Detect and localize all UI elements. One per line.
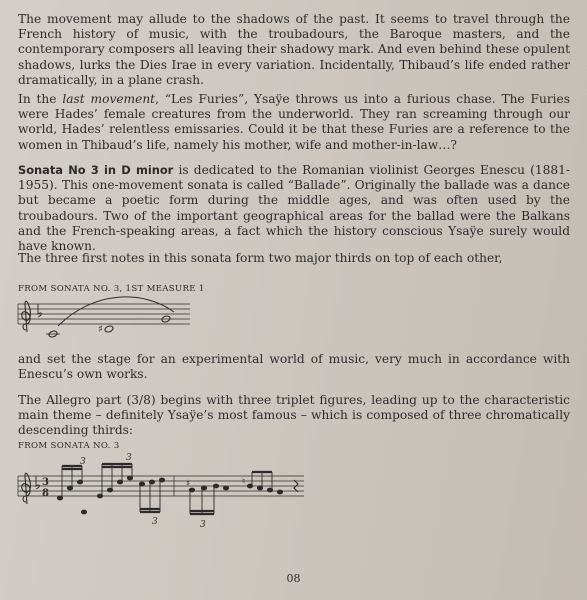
p2-rest: , “Les Furies”, Ysaÿe throws us into a furious chase. The Furies were Hades’ female creatures from the underworld. They ran screaming through our world, Hades’ relentless emissaries. Could it be that these Furies are a reference to the women in Thibaud’s life, namely his mother, wife and mother-in-law…? [18, 92, 571, 152]
paragraph-allegro: The Allegro part (3/8) begins with three triplet figures, leading up to the characteristic main theme – definitely Ysaÿe’s most famous – which is composed of three chromatically descending thirds: [18, 393, 570, 438]
svg-text:3: 3 [152, 517, 158, 527]
example-2-caption: FROM SONATA NO. 3 [18, 441, 120, 451]
paragraph-shadows: The movement may allude to the shadows of the past. It seems to travel through the French history of music, with the troubadours, the Baroque masters, and the contemporary composers all leaving their shadowy mark. And even behind these opulent shadows, lurks the Dies Irae in every variation. Incidentally, Thibaud’s life ended rather dramatically, in a plane crash. [18, 12, 570, 87]
p2-italic: last movement [62, 92, 156, 106]
paragraph-three-notes: The three first notes in this sonata form two major thirds on top of each other, [18, 251, 503, 265]
p3-rest: is dedicated to the Romanian violinist Georges Enescu (1881-1955). This one-movement sonata is called “Ballade”. Originally the ballade was a dance but became a poetic form during the middle ages, and was often used by the troubadours. Two of the important geographical areas for the ballad were the Balkans and the French-speaking areas, a fact which the history conscious Ysaÿe surely would have known. [18, 163, 570, 254]
paragraph-les-furies [18, 92, 570, 153]
svg-text:3: 3 [200, 520, 206, 530]
p2-intro: In the [18, 92, 63, 106]
treble-clef-icon [22, 301, 31, 332]
svg-text:8: 8 [42, 488, 49, 499]
music-example-2 [14, 452, 314, 538]
example-1-caption: FROM SONATA NO. 3, 1ST MEASURE 1 [18, 284, 205, 294]
page-number: 08 [286, 572, 301, 585]
staff-notation-1 [14, 296, 194, 342]
svg-text:♯: ♯ [98, 324, 103, 335]
svg-text:♯: ♯ [186, 479, 191, 489]
triplet-mark: 3 [80, 457, 86, 467]
sonata-3-heading: Sonata No 3 in D minor [18, 163, 174, 177]
flat-icon [36, 476, 39, 489]
paragraph-experimental: and set the stage for an experimental world of music, very much in accordance with Enescu’s own works. [18, 352, 570, 382]
svg-text:♮: ♮ [242, 477, 246, 487]
paragraph-sonata-3 [18, 163, 570, 254]
flat-icon [38, 304, 41, 317]
treble-clef-icon [22, 473, 31, 504]
svg-text:3: 3 [126, 453, 132, 463]
staff-notation-2 [14, 452, 314, 534]
svg-text:3: 3 [42, 477, 49, 488]
music-example-1 [14, 296, 194, 346]
